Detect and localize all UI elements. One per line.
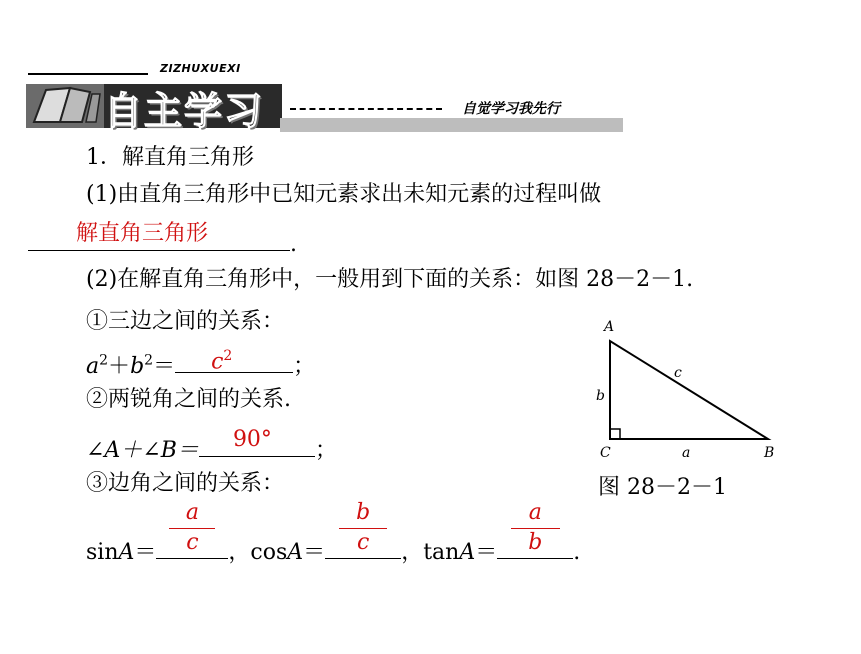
sin-answer-blank [156,500,228,559]
cos-eq: ＝ [303,540,326,565]
cos-answer-blank [325,500,401,559]
rel1-label: ①三边之间的关系： [86,309,285,334]
header-pinyin: ZIZHUXUEXI [160,62,241,75]
sin-fraction-bar [169,528,215,529]
comma-1: ， [228,540,251,565]
tan-eq: ＝ [475,540,498,565]
item1-answer-line [28,221,297,259]
tan-numerator: a [528,500,542,525]
rel2-lhs: ∠A＋∠B＝ [86,438,199,463]
rel1-b: b [130,354,145,379]
sin-denominator: c [186,530,199,555]
trig-end: . [573,540,581,565]
rel1-a: a [86,354,100,379]
triangle-shape [610,341,768,439]
rel1-answer [211,342,232,376]
header-dashed-arrow [290,108,442,110]
item1-text: (1)由直角三角形中已知元素求出未知元素的过程叫做 [86,182,602,207]
rel2-end: ； [314,438,337,463]
item1-end: . [290,232,297,257]
item2-text: (2)在解直角三角形中，一般用到下面的关系：如图 28－2－1. [86,267,694,292]
item1-answer: 解直角三角形 [76,221,209,246]
sin-numerator: a [185,500,199,525]
item1-heading: 1．解直角三角形 [86,145,254,170]
vertex-B: B [764,445,775,461]
rel1-plus: ＋ [108,354,131,379]
item1-answer-blank [28,221,290,251]
rel1-b-exp: 2 [144,352,154,369]
rel1-answer-blank [175,346,293,373]
tan-fraction-bar [511,528,560,529]
rel2-answer-blank [199,427,315,457]
rel1-a-exp: 2 [99,352,109,369]
vertex-A: A [604,319,615,335]
rel2-label: ②两锐角之间的关系. [86,387,291,412]
section-title: 自主学习 [104,89,265,133]
cos-denominator: c [357,530,370,555]
tan-denominator: b [528,530,543,555]
side-c-label: c [674,365,682,381]
cos-angle: A [287,540,304,565]
rel2-formula [86,427,337,465]
right-angle-mark [610,429,620,439]
side-a-label: a [682,445,691,461]
trig-formulas [86,500,581,567]
rel1-answer-c: c [211,349,224,375]
right-triangle-figure [590,315,790,465]
comma-2: ， [401,540,424,565]
figure-caption: 图 28－2－1 [598,475,727,500]
tan-angle: A [459,540,476,565]
tan-answer-blank [497,500,573,559]
rel1-answer-exp: 2 [223,348,233,364]
vertex-C: C [600,445,611,461]
cos-numerator: b [356,500,371,525]
rel3-label: ③边角之间的关系： [86,471,285,496]
rel1-end: ； [293,354,316,379]
sin-eq: ＝ [134,540,157,565]
sin-angle: A [118,540,135,565]
sin-label: sin [86,540,119,565]
header-bar [280,118,623,132]
rel1-formula [86,346,315,381]
tan-label: tan [423,540,460,565]
section-slogan: 自觉学习我先行 [462,101,560,117]
rel1-eq: ＝ [153,354,176,379]
cos-fraction-bar [339,528,388,529]
side-b-label: b [596,388,605,404]
cos-label: cos [250,540,288,565]
header-rule [28,73,148,75]
rel2-answer: 90° [232,427,272,452]
